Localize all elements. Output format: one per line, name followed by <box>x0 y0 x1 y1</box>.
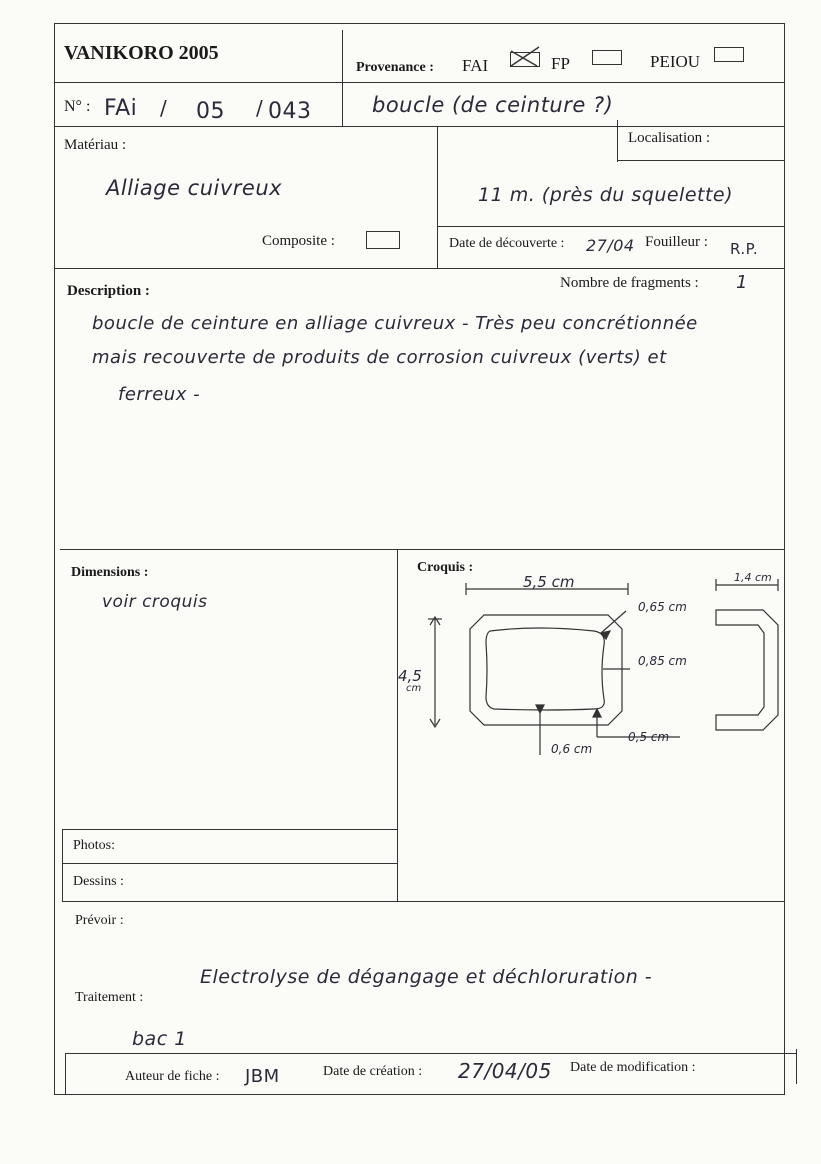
provenance-label: Provenance : <box>356 60 434 75</box>
fragments-value: 1 <box>736 272 748 293</box>
description-line-1: boucle de ceinture en alliage cuivreux - Très peu concrétionnée <box>92 313 698 334</box>
fouilleur-label: Fouilleur : <box>645 234 708 250</box>
option-fp-label: FP <box>551 54 570 73</box>
date-decouverte-value: 27/04 <box>586 236 635 255</box>
localisation-value: 11 m. (près du squelette) <box>478 184 734 206</box>
option-fai-label: FAI <box>462 56 489 75</box>
header-vdivider <box>342 30 343 126</box>
number-sep2: / <box>256 96 264 120</box>
sketch-height-label-b: cm <box>406 683 422 694</box>
croquis-label: Croquis : <box>417 560 474 575</box>
traitement-bac: bac 1 <box>132 1028 187 1050</box>
footer-divider <box>65 1053 797 1054</box>
sketch-bottom-label: 0,5 cm <box>628 730 670 744</box>
traitement-value: Electrolyse de dégangage et déchloruration - <box>200 966 653 988</box>
prevoir-divider <box>62 901 785 902</box>
footer-right <box>796 1049 797 1084</box>
dimensions-value: voir croquis <box>102 592 208 612</box>
number-year: 05 <box>196 99 225 124</box>
materiau-label: Matériau : <box>64 137 127 153</box>
number-prefix: FAi <box>104 96 138 121</box>
localisation-box-left <box>617 120 618 162</box>
footer-left <box>65 1053 66 1095</box>
description-divider <box>60 549 785 550</box>
photos-label: Photos: <box>73 838 116 853</box>
fp-checkbox[interactable] <box>592 50 622 65</box>
description-label: Description : <box>67 283 150 299</box>
fouilleur-value: R.P. <box>730 240 759 258</box>
sketch-profile-label: 1,4 cm <box>734 571 772 584</box>
auteur-value: JBM <box>245 1066 280 1087</box>
dimensions-label: Dimensions : <box>71 565 149 580</box>
materiau-value: Alliage cuivreux <box>106 176 283 200</box>
photos-divider <box>62 829 397 830</box>
number-label: N° : <box>64 98 91 115</box>
creation-value: 27/04/05 <box>458 1059 552 1083</box>
prevoir-label: Prévoir : <box>75 913 124 928</box>
option-peiou-label: PEIOU <box>650 52 701 71</box>
number-sep1: / <box>160 96 168 120</box>
date-divider <box>437 226 785 227</box>
number-seq: 043 <box>268 99 312 124</box>
sketch-height-label-a: 4,5 <box>398 667 422 685</box>
fragments-label: Nombre de fragments : <box>560 275 699 291</box>
composite-label: Composite : <box>262 233 335 249</box>
description-line-2: mais recouverte de produits de corrosion cuivreux (verts) et <box>92 347 667 368</box>
auteur-label: Auteur de fiche : <box>125 1069 220 1084</box>
number-divider <box>54 126 785 127</box>
peiou-checkbox[interactable] <box>714 47 744 62</box>
description-line-3: ferreux - <box>118 384 201 405</box>
materiau-vdivider <box>437 126 438 268</box>
fai-checkbox[interactable] <box>510 52 540 67</box>
photos-left <box>62 829 63 901</box>
materiau-divider <box>54 268 785 269</box>
sketch-width-label: 5,5 cm <box>523 573 575 591</box>
modification-label: Date de modification : <box>570 1060 696 1075</box>
buckle-sketch <box>398 565 798 765</box>
form-title: VANIKORO 2005 <box>64 42 219 64</box>
check-mark-icon <box>509 49 539 64</box>
date-decouverte-label: Date de découverte : <box>449 236 565 251</box>
object-name: boucle (de ceinture ?) <box>372 93 614 117</box>
localisation-label: Localisation : <box>628 130 711 146</box>
traitement-label: Traitement : <box>75 990 144 1005</box>
header-divider <box>54 82 785 83</box>
sketch-gap-label: 0,6 cm <box>551 742 593 756</box>
dessins-divider <box>62 863 397 864</box>
composite-checkbox[interactable] <box>366 231 400 249</box>
localisation-box-bottom <box>617 160 785 161</box>
dessins-label: Dessins : <box>73 874 124 889</box>
creation-label: Date de création : <box>323 1064 423 1079</box>
sketch-corner-label: 0,65 cm <box>638 600 687 614</box>
sketch-side-label: 0,85 cm <box>638 654 687 668</box>
